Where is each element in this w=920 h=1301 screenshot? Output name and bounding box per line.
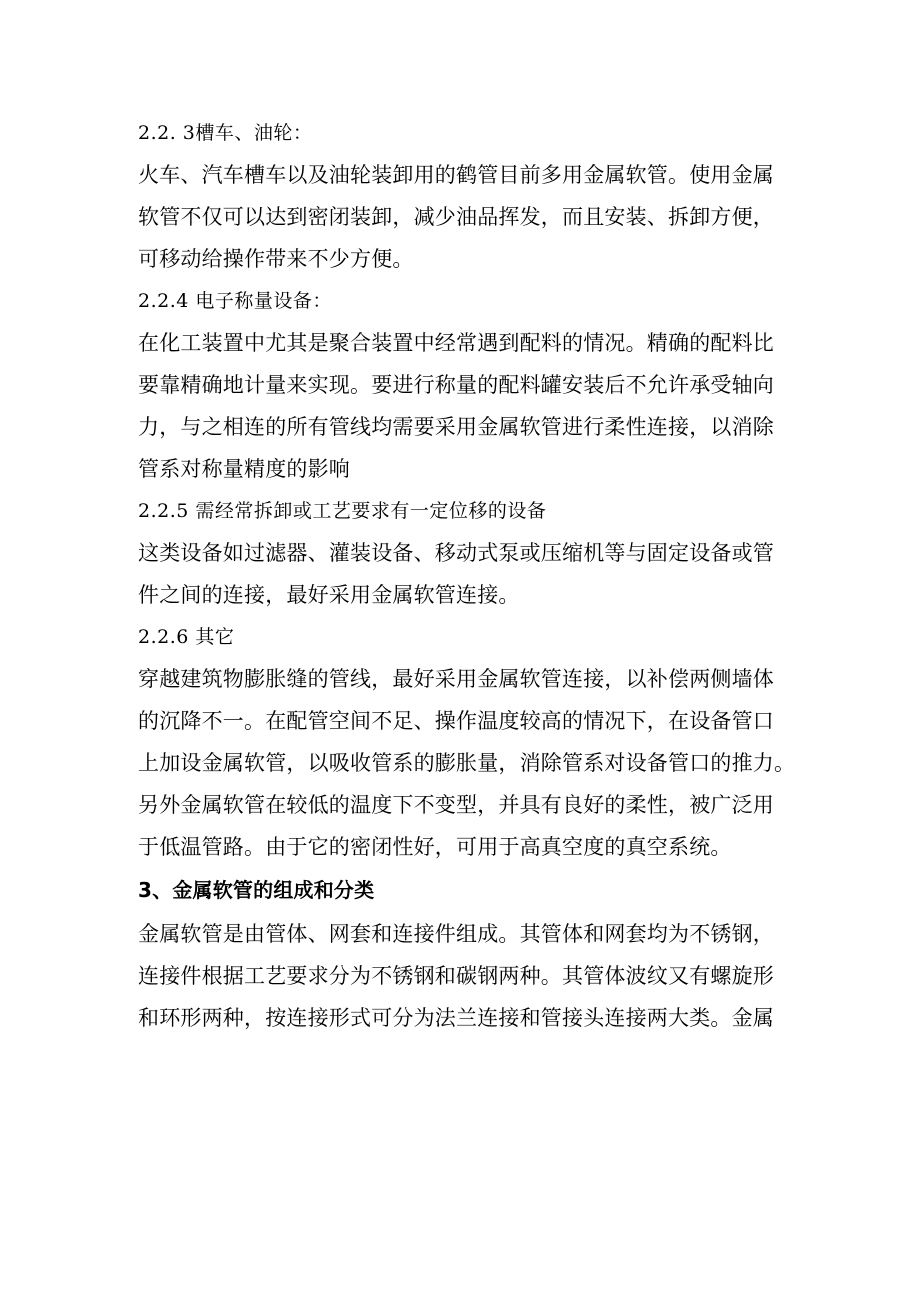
paragraph-line: 金属软管是由管体、网套和连接件组成。其管体和网套均为不锈钢，	[138, 922, 774, 946]
paragraph-line: 另外金属软管在较低的温度下不变型，并具有良好的柔性，被广泛用	[138, 793, 774, 817]
paragraph-line: 软管不仅可以达到密闭装卸，减少油品挥发，而且安装、拆卸方便，	[138, 205, 774, 229]
section-heading: 2.2. 3槽车、油轮：	[138, 122, 313, 144]
paragraph-line: 连接件根据工艺要求分为不锈钢和碳钢两种。其管体波纹又有螺旋形	[138, 964, 774, 988]
section-heading: 2.2.6 其它	[138, 626, 235, 648]
chapter-heading: 3、金属软管的组成和分类	[138, 878, 375, 902]
section-heading: 2.2.5 需经常拆卸或工艺要求有一定位移的设备	[138, 500, 547, 522]
paragraph-line: 力，与之相连的所有管线均需要采用金属软管进行柔性连接，以消除	[138, 415, 774, 439]
paragraph-line: 于低温管路。由于它的密闭性好，可用于高真空度的真空系统。	[138, 835, 732, 859]
paragraph-line: 在化工装置中尤其是聚合装置中经常遇到配料的情况。精确的配料比	[138, 331, 774, 355]
paragraph-line: 的沉降不一。在配管空间不足、操作温度较高的情况下，在设备管口	[138, 709, 774, 733]
paragraph-line: 上加设金属软管，以吸收管系的膨胀量，消除管系对设备管口的推力。	[138, 751, 796, 775]
paragraph-line: 火车、汽车槽车以及油轮装卸用的鹤管目前多用金属软管。使用金属	[138, 163, 774, 187]
document-page	[138, 112, 798, 1039]
paragraph-line: 可移动给操作带来不少方便。	[138, 247, 414, 271]
paragraph-line: 和环形两种，按连接形式可分为法兰连接和管接头连接两大类。金属	[138, 1006, 774, 1030]
paragraph-line: 管系对称量精度的影响	[138, 457, 350, 481]
paragraph-line: 要靠精确地计量来实现。要进行称量的配料罐安装后不允许承受轴向	[138, 373, 774, 397]
section-heading: 2.2.4 电子称量设备：	[138, 290, 332, 312]
paragraph-line: 穿越建筑物膨胀缝的管线，最好采用金属软管连接，以补偿两侧墙体	[138, 667, 774, 691]
paragraph-line: 件之间的连接，最好采用金属软管连接。	[138, 583, 520, 607]
paragraph-line: 这类设备如过滤器、灌装设备、移动式泵或压缩机等与固定设备或管	[138, 541, 774, 565]
